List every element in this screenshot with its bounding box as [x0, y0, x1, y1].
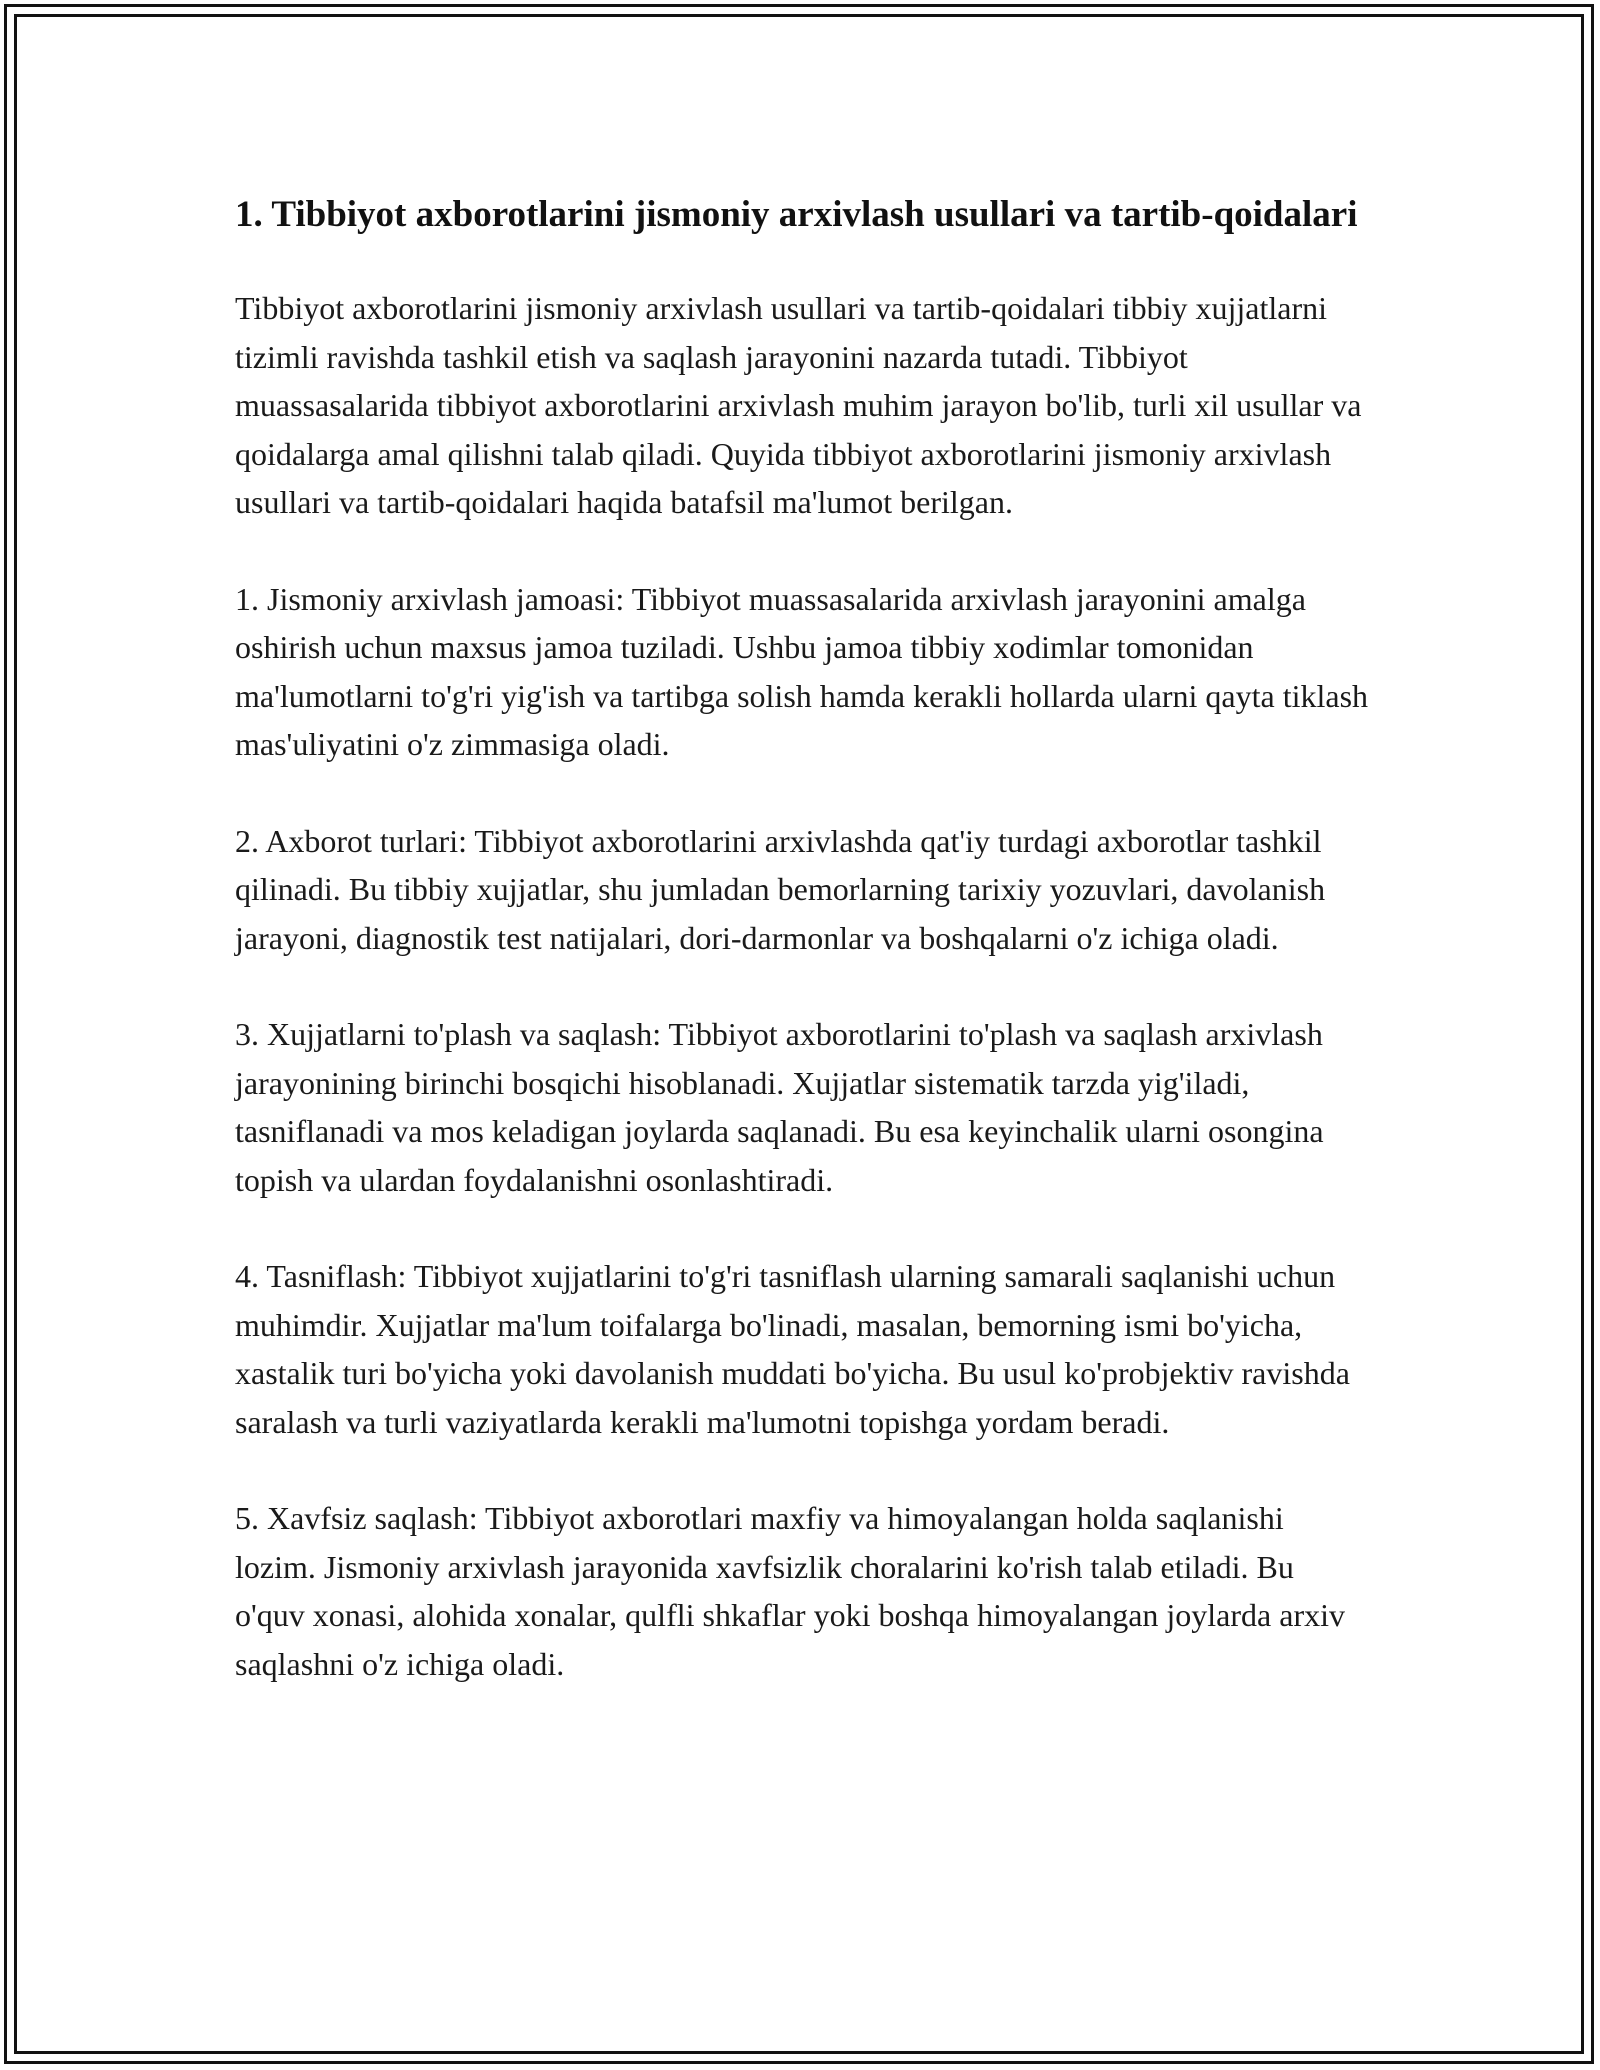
paragraph-classification: 4. Tasniflash: Tibbiyot xujjatlarini to'g'ri tasniflash ularning samarali saqlanishi uchun muhimdir. Xujjatlar ma'lum toifalarga bo'linadi, masalan, bemorning ismi bo'yicha, xastalik turi bo'yicha yoki davolanish muddati bo'yicha. Bu usul ko'probjektiv ravishda saralash va turli vaziyatlarda kerakli ma'lumotni topishga yordam beradi.: [235, 1258, 1350, 1440]
paragraph-secure-storage: 5. Xavfsiz saqlash: Tibbiyot axborotlari maxfiy va himoyalangan holda saqlanishi lozim. Jismoniy arxivlash jarayonida xavfsizlik choralarini ko'rish talab etiladi. Bu o'quv xonasi, alohida xonalar, qulfli shkaflar yoki boshqa himoyalangan joylarda arxiv saqlashni o'z ichiga oladi.: [235, 1500, 1345, 1682]
document-title: 1. Tibbiyot axborotlarini jismoniy arxivlash usullari va tartib-qoidalari: [235, 194, 1358, 235]
paragraph-information-types: 2. Axborot turlari: Tibbiyot axborotlarini arxivlashda qat'iy turdagi axborotlar tashkil qilinadi. Bu tibbiy xujjatlar, shu jumladan bemorlarning tarixiy yozuvlari, davolanish jarayoni, diagnostik test natijalari, dori-darmonlar va boshqalarni o'z ichiga oladi.: [235, 822, 1326, 956]
paragraph-collection-storage: 3. Xujjatlarni to'plash va saqlash: Tibbiyot axborotlarini to'plash va saqlash arxivlash jarayonining birinchi bosqichi hisoblanadi. Xujjatlar sistematik tarzda yig'iladi, tasniflanadi va mos keladigan joylarda saqlanadi. Bu esa keyinchalik ularni osongina topish va ulardan foydalanishni osonlashtiradi.: [235, 1016, 1324, 1198]
document-body: [235, 188, 1370, 1736]
paragraph-archiving-team: 1. Jismoniy arxivlash jamoasi: Tibbiyot muassasalarida arxivlash jarayonini amalga oshirish uchun maxsus jamoa tuziladi. Ushbu jamoa tibbiy xodimlar tomonidan ma'lumotlarni to'g'ri yig'ish va tartibga solish hamda kerakli hollarda ularni qayta tiklash mas'uliyatini o'z zimmasiga oladi.: [235, 580, 1369, 762]
intro-paragraph: Tibbiyot axborotlarini jismoniy arxivlash usullari va tartib-qoidalari tibbiy xujjatlarni tizimli ravishda tashkil etish va saqlash jarayonini nazarda tutadi. Tibbiyot muassasalarida tibbiyot axborotlarini arxivlash muhim jarayon bo'lib, turli xil usullar va qoidalarga amal qilishni talab qiladi. Quyida tibbiyot axborotlarini jismoniy arxivlash usullari va tartib-qoidalari haqida batafsil ma'lumot berilgan.: [235, 290, 1362, 520]
